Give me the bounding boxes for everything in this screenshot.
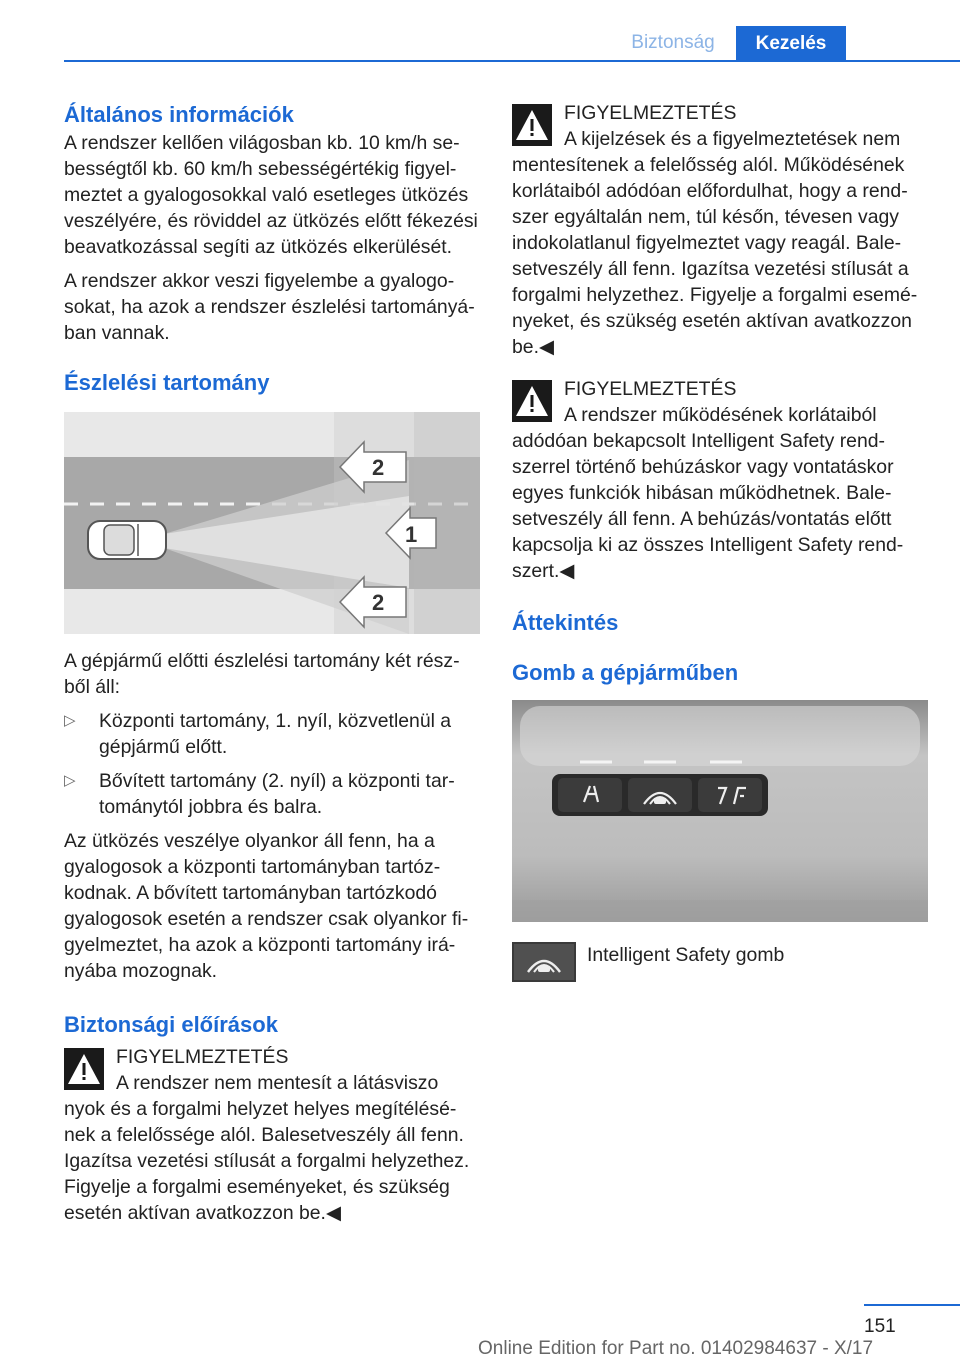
warning-text: nyok és a forgalmi helyzet helyes megítélésének a felelőssége alól. Balesetveszély áll fenn. Igazítsa vezetési stílusát a forgalmi helyzethez. Figyelje a forgalmi eseményeket, és szükség esetén aktívan avatkozzon be.◀ xyxy=(64,1098,470,1224)
heading-overview: Áttekintés xyxy=(512,610,619,635)
bullet-arrow-icon: ▷ xyxy=(64,772,76,789)
button-photo xyxy=(512,700,928,922)
range-list xyxy=(64,708,478,820)
edition-note: Online Edition for Part no. 01402984637 - X/17 xyxy=(478,1338,874,1359)
warning-text: adódóan bekapcsolt Intelligent Safety rendszerrel történő behúzáskor vagy vontatáskor egyes funkciók hibásan működhetnek. Balesetveszély áll fenn. A behúzás/vontatás előtt kapcsolja ki az összes Intelligent Safety rendszert.◀ xyxy=(512,430,904,582)
heading-detection-range: Észlelési tartomány xyxy=(64,370,270,395)
warning-block xyxy=(512,376,926,584)
warning-first-line: A rendszer működésének korlátaiból xyxy=(564,404,877,426)
right-column xyxy=(512,100,926,982)
button-caption: Intelligent Safety gomb xyxy=(587,944,785,966)
heading-general: Általános információk xyxy=(64,102,294,127)
paragraph-pedestrians: A rendszer akkor veszi figyelembe a gyalogosokat, ha azok a rendszer észlelési tartományában vannak. xyxy=(64,270,475,344)
pedestrian-warning-button xyxy=(558,778,622,812)
warning-first-line: A rendszer nem mentesít a látásviszo xyxy=(116,1072,439,1094)
heading-button: Gomb a gépjárműben xyxy=(512,660,739,685)
warning-text: mentesítenek a felelősség alól. Működésének korlátaiból adódóan előfordulhat, hogy a rendszer egyáltalán nem, túl későn, tévesen vagy indokolatlanul figyelmeztet vagy reagál. Balesetveszély áll fenn. Igazítsa vezetési stílusát a forgalmi helyzethez. Figyelje a forgalmi eseményeket, és szükség esetén aktívan avatkozzon be.◀ xyxy=(512,154,918,358)
list-item: ▷ Bővített tartomány (2. nyíl) a központi tartománytól jobbra és balra. xyxy=(64,770,455,818)
warning-icon xyxy=(512,104,552,146)
arrow-label-2-bottom: 2 xyxy=(372,590,385,615)
warning-block xyxy=(64,1044,478,1226)
tab-kezeles[interactable]: Kezelés xyxy=(736,26,846,62)
page-number: 151 xyxy=(864,1316,896,1337)
bullet-arrow-icon: ▷ xyxy=(64,712,76,729)
warning-icon xyxy=(512,380,552,422)
warning-block xyxy=(512,100,926,360)
intelligent-safety-button xyxy=(628,778,692,812)
intelligent-safety-icon xyxy=(512,942,576,982)
arrow-label-1: 1 xyxy=(405,522,418,547)
warning-title: FIGYELMEZTETÉS xyxy=(116,1046,289,1068)
header-bar xyxy=(0,0,960,64)
panel-highlight xyxy=(520,706,920,766)
tab-biztonsag[interactable]: Biztonság xyxy=(631,32,715,53)
paragraph-intro: A rendszer kellően világosban kb. 10 km/h sebességtől kb. 60 km/h sebességértékig figyelmeztet a gyalogosokkal való esetleges ütközés veszélyére, és röviddel az ütközés előtt fékezési beavatkozással segíti az ütközés elkerülését. xyxy=(64,132,478,258)
header-rule xyxy=(64,60,960,62)
warning-first-line: A kijelzések és a figyelmeztetések nem xyxy=(564,128,901,150)
paragraph-range-parts: A gépjármű előtti észlelési tartomány két részből áll: xyxy=(64,650,460,698)
detection-range-figure xyxy=(64,412,480,634)
warning-icon xyxy=(64,1048,104,1090)
warning-title: FIGYELMEZTETÉS xyxy=(564,102,737,124)
left-column xyxy=(64,100,478,1226)
car-icon xyxy=(88,521,166,559)
list-item: ▷ Központi tartomány, 1. nyíl, közvetlenül a gépjármű előtt. xyxy=(64,710,452,758)
paragraph-collision-risk: Az ütközés veszélye olyankor áll fenn, ha a gyalogosok a központi tartományban tartózkodnak. A bővített tartományban tartózkodó gyalogosok esetén a rendszer csak olyankor figyelmeztet, ha azok a központi tartomány irányába mozognak. xyxy=(64,830,469,982)
button-caption-row xyxy=(512,942,926,982)
footer-rule xyxy=(864,1304,960,1306)
arrow-label-2-top: 2 xyxy=(372,455,385,480)
heading-safety: Biztonsági előírások xyxy=(64,1012,278,1037)
lane-departure-button xyxy=(698,778,762,812)
warning-title: FIGYELMEZTETÉS xyxy=(564,378,737,400)
